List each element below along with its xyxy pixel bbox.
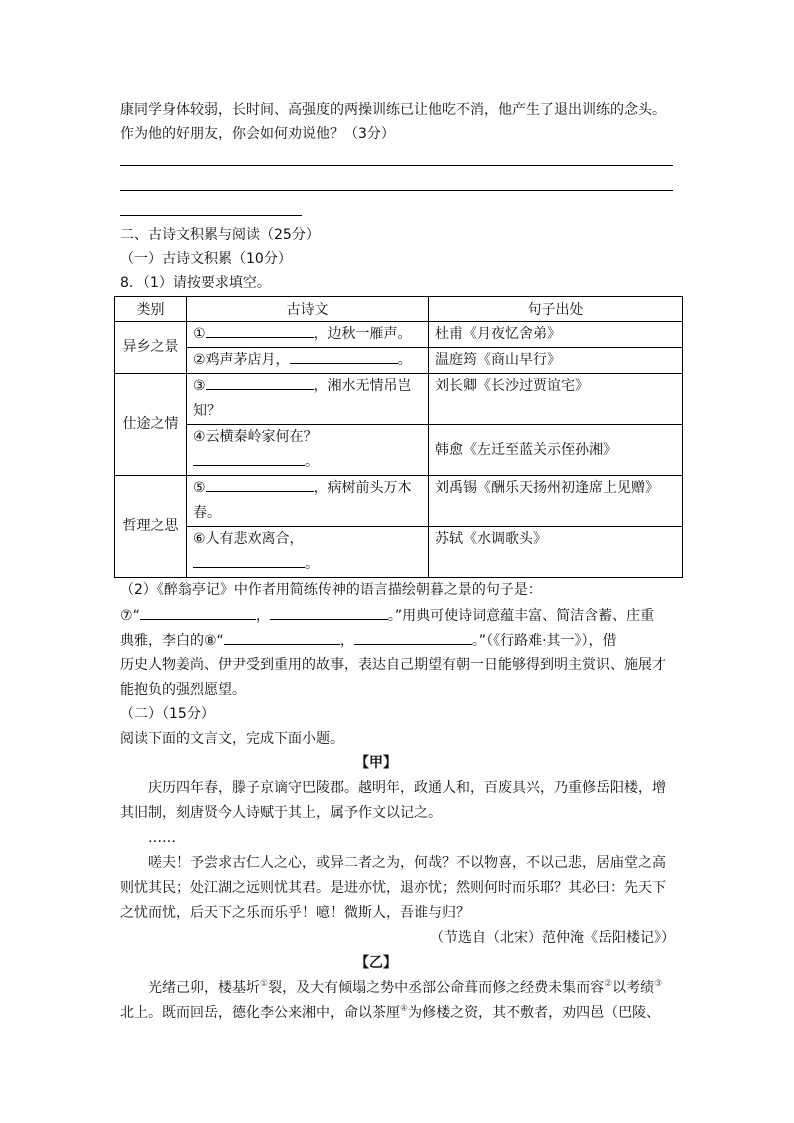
header-source: 句子出处 xyxy=(429,297,683,322)
quote-mark: “ xyxy=(132,608,140,624)
line-text: 北上。既而回岳，德化李公来湘中，命以茶厘 xyxy=(120,1005,400,1021)
answer-line-2[interactable] xyxy=(120,190,673,191)
fill-blank[interactable] xyxy=(193,451,305,466)
header-poem: 古诗文 xyxy=(187,297,429,322)
fill-blank[interactable] xyxy=(140,605,256,620)
source-cell: 杜甫《月夜忆舍弟》 xyxy=(429,322,683,348)
poem-cell xyxy=(187,425,429,476)
poem-cell xyxy=(187,476,429,527)
subsection-title-2: （二）（15分） xyxy=(120,706,215,722)
item-number: ④ xyxy=(193,429,206,445)
table-row xyxy=(115,374,683,425)
poem-text: 鸡声茅店月， xyxy=(205,352,290,368)
item-number: ⑦ xyxy=(120,608,133,624)
source-cell: 苏轼《水调歌头》 xyxy=(429,527,683,578)
fill-blank[interactable] xyxy=(193,553,305,568)
line-text: 。”（《行路难·其一》），借 xyxy=(471,633,617,649)
fill-blank[interactable] xyxy=(206,477,314,492)
passage-label-jia: 【甲】 xyxy=(355,755,397,771)
item-number: ⑥ xyxy=(193,531,206,547)
poem-cell xyxy=(187,374,429,425)
item-number: ③ xyxy=(193,378,206,394)
fill-blank[interactable] xyxy=(206,375,314,390)
q8-2-line-3 xyxy=(120,630,617,651)
table-row xyxy=(115,425,683,476)
header-category: 类别 xyxy=(115,297,187,322)
fill-blank[interactable] xyxy=(206,323,314,338)
line-text: 裂，及大有倾塌之势中丞部公命葺而修之经费未集而容 xyxy=(268,980,605,996)
poem-text: ，病树前头万木 xyxy=(313,480,412,496)
line-text: 光绪己卯，楼基圻 xyxy=(148,980,260,996)
poem-text: 。 xyxy=(397,352,412,368)
fill-blank[interactable] xyxy=(224,630,340,645)
footnote-marker: ② xyxy=(604,979,613,989)
jia-source: （节选自（北宋）范仲淹《岳阳楼记》） xyxy=(430,930,675,946)
poem-text: ，湘水无情吊岂 xyxy=(313,378,412,394)
fill-blank[interactable] xyxy=(354,630,472,645)
source-cell: 韩愈《左迁至蓝关示侄孙湘》 xyxy=(429,425,683,476)
table-row xyxy=(115,348,683,374)
footnote-marker: ① xyxy=(260,979,269,989)
poem-cell xyxy=(187,348,429,374)
poem-text: 。 xyxy=(305,556,319,572)
yi-line-2 xyxy=(120,1003,660,1025)
answer-line-1[interactable] xyxy=(120,165,673,166)
line-text: 为修楼之资，其不敷者，劝四邑（巴陵、 xyxy=(408,1005,661,1021)
poem-cell xyxy=(187,527,429,578)
line-text: 以考绩 xyxy=(612,980,655,996)
intro-line-1: 康同学身体较弱，长时间、高强度的两操训练已让他吃不消，他产生了退出训练的念头。 xyxy=(120,102,666,118)
poem-cell xyxy=(187,322,429,348)
category-cell: 异乡之景 xyxy=(115,322,187,374)
question-8-1: 8．（1）请按要求填空。 xyxy=(120,275,271,291)
source-cell: 刘禹锡《酬乐天扬州初逢席上见赠》 xyxy=(429,476,683,527)
poem-text: 。 xyxy=(305,454,319,470)
reading-instruction: 阅读下面的文言文，完成下面小题。 xyxy=(120,731,344,747)
poem-text: 人有悲欢离合， xyxy=(205,531,304,547)
source-cell: 温庭筠《商山早行》 xyxy=(429,348,683,374)
line-text: 。”用典可使诗词意蕴丰富、简洁含蓄、庄重 xyxy=(387,608,655,624)
table-row xyxy=(115,476,683,527)
subsection-title-1: （一）古诗文积累（10分） xyxy=(120,251,292,267)
jia-p1-line-1: 庆历四年春，滕子京谪守巴陵郡。越明年，政通人和，百废具兴，乃重修岳阳楼，增 xyxy=(148,780,666,796)
q8-2-line-2 xyxy=(120,605,654,626)
poem-text: 春。 xyxy=(193,505,221,521)
comma: ， xyxy=(339,633,354,649)
footnote-marker: ④ xyxy=(400,1004,409,1014)
q8-2-line-1: （2）《醉翁亭记》中作者用简练传神的语言描绘朝暮之景的句子是： xyxy=(120,582,542,598)
q8-2-line-5: 能抱负的强烈愿望。 xyxy=(120,682,246,698)
comma: ， xyxy=(255,608,270,624)
answer-line-3[interactable] xyxy=(120,215,302,216)
item-number: ⑤ xyxy=(193,480,206,496)
poem-text: ，边秋一雁声。 xyxy=(313,326,412,342)
category-cell: 仕途之情 xyxy=(115,374,187,476)
item-number: ① xyxy=(193,326,206,342)
table-row xyxy=(115,322,683,348)
footnote-marker: ③ xyxy=(654,979,663,989)
item-number: ② xyxy=(193,352,206,368)
yi-line-1 xyxy=(148,978,662,1000)
table-row xyxy=(115,527,683,578)
jia-p2-line-2: 则忧其民；处江湖之远则忧其君。是进亦忧，退亦忧；然则何时而乐耶？其必曰：先天下 xyxy=(120,880,666,896)
poem-text: 知？ xyxy=(193,403,221,419)
table-header-row xyxy=(115,297,683,322)
category-cell: 哲理之思 xyxy=(115,476,187,578)
fill-blank[interactable] xyxy=(270,605,388,620)
jia-p1-line-2: 其旧制，刻唐贤今人诗赋于其上，属予作文以记之。 xyxy=(120,805,442,821)
section-title: 二、古诗文积累与阅读（25分） xyxy=(120,227,320,243)
poem-table xyxy=(114,296,683,578)
source-cell: 刘长卿《长沙过贾谊宅》 xyxy=(429,374,683,425)
jia-p2-line-3: 之忧而忧，后天下之乐而乐乎！噫！微斯人，吾谁与归？ xyxy=(120,905,470,921)
q8-2-line-4: 历史人物姜尚、伊尹受到重用的故事，表达自己期望有朝一日能够得到明主赏识、施展才 xyxy=(120,657,666,673)
line-text: 典雅，李白的⑧“ xyxy=(120,633,224,649)
fill-blank[interactable] xyxy=(290,349,398,364)
passage-label-yi: 【乙】 xyxy=(355,955,397,971)
ellipsis: …… xyxy=(148,830,176,846)
intro-line-2: 作为他的好朋友，你会如何劝说他？（3分） xyxy=(120,126,395,142)
jia-p2-line-1: 嗟夫！予尝求古仁人之心，或异二者之为，何哉？不以物喜，不以己悲，居庙堂之高 xyxy=(148,855,666,871)
poem-text: 云横秦岭家何在？ xyxy=(205,429,318,445)
